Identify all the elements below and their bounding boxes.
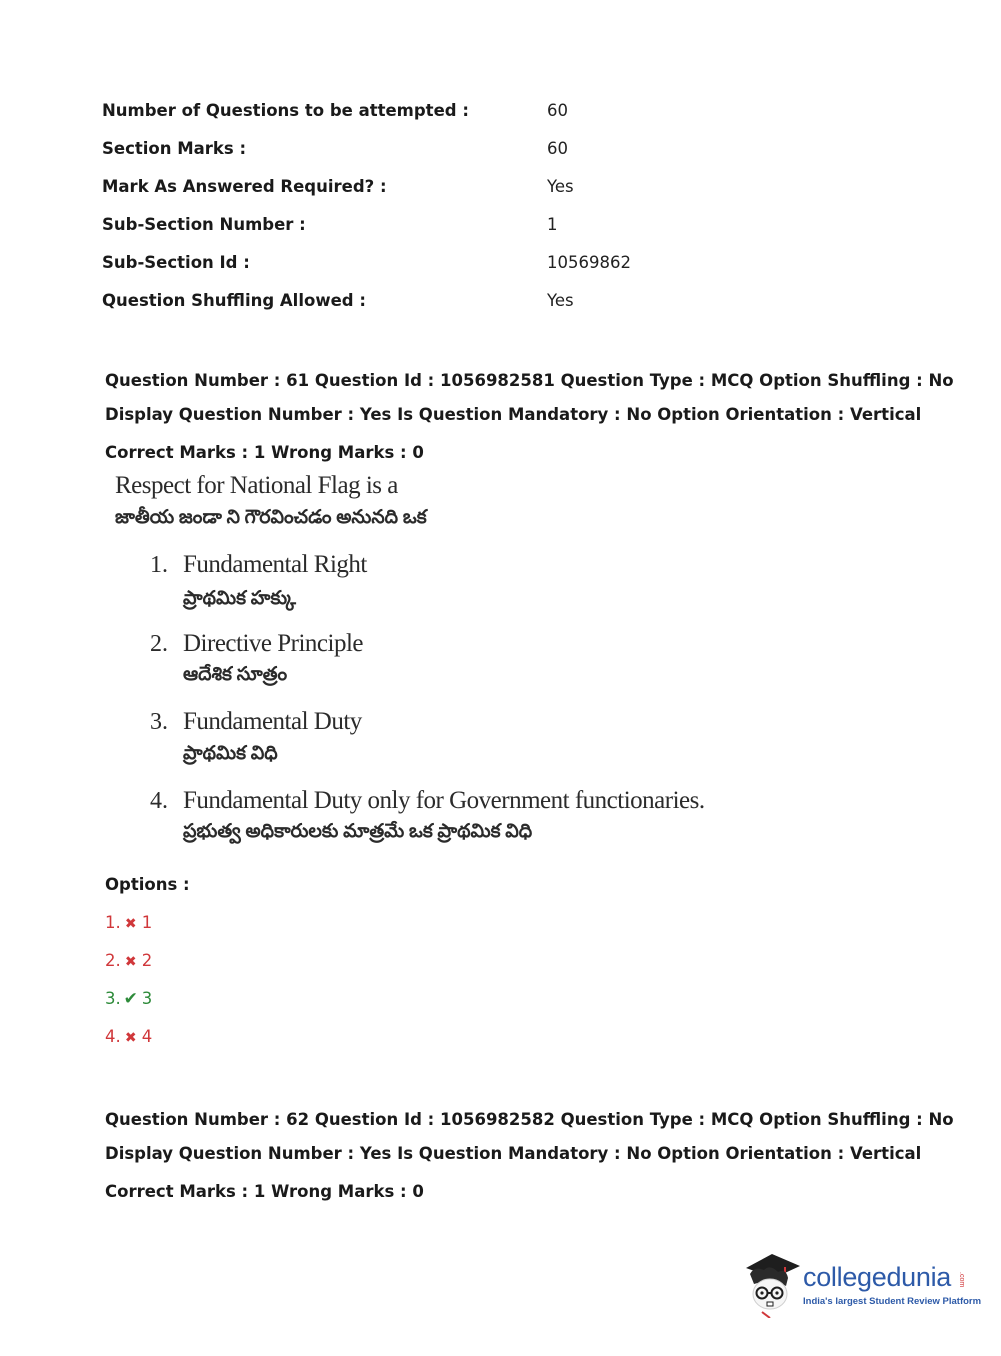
meta-label: Question Shuffling Allowed : [102, 291, 366, 310]
answer-option-correct [105, 989, 152, 1009]
answer-value: 1 [141, 913, 153, 932]
choice-number: 2. [150, 631, 168, 657]
answer-number: 4. [105, 1027, 121, 1046]
choice-english: Fundamental Duty [183, 708, 362, 735]
cross-icon: ✖ [124, 954, 137, 970]
question-header-line: Display Question Number : Yes Is Question Mandatory : No Option Orientation : Vertical [105, 405, 922, 424]
answer-number: 1. [105, 913, 121, 932]
meta-label: Sub-Section Number : [102, 215, 306, 234]
options-label: Options : [105, 875, 190, 894]
choice-number: 4. [150, 788, 168, 814]
mascot-icon [742, 1248, 802, 1318]
answer-value: 2 [141, 951, 153, 970]
meta-value: Yes [547, 291, 574, 310]
answer-number: 3. [105, 989, 121, 1008]
choice-english: Fundamental Duty only for Government functionaries. [183, 787, 705, 814]
choice-number: 3. [150, 709, 168, 735]
question-header-line: Question Number : 61 Question Id : 1056982581 Question Type : MCQ Option Shuffling : No [105, 371, 954, 390]
logo-suffix: .com [958, 1272, 965, 1288]
meta-label: Mark As Answered Required? : [102, 177, 387, 196]
answer-value: 4 [141, 1027, 153, 1046]
meta-value: 60 [547, 101, 568, 120]
question-header-line: Display Question Number : Yes Is Question Mandatory : No Option Orientation : Vertical [105, 1144, 922, 1163]
logo-tagline: India's largest Student Review Platform [803, 1296, 982, 1307]
answer-option [105, 913, 152, 932]
choice-telugu: ఆదేశిక సూత్రం [183, 664, 288, 685]
question-text-english: Respect for National Flag is a [115, 472, 398, 499]
cross-icon: ✖ [124, 916, 137, 932]
meta-value: Yes [547, 177, 574, 196]
question-marks-line: Correct Marks : 1 Wrong Marks : 0 [105, 1182, 424, 1201]
meta-value: 1 [547, 215, 558, 234]
question-marks-line: Correct Marks : 1 Wrong Marks : 0 [105, 443, 424, 462]
choice-telugu: ప్రాథమిక విధి [183, 743, 278, 764]
choice-telugu: ప్రభుత్వ అధికారులకు మాత్రమే ఒక ప్రాథమిక విధి [183, 821, 533, 842]
choice-english: Fundamental Right [183, 551, 367, 578]
meta-value: 10569862 [547, 253, 631, 272]
meta-value: 60 [547, 139, 568, 158]
answer-number: 2. [105, 951, 121, 970]
logo-wordmark: collegedunia [803, 1262, 952, 1292]
question-header-line: Question Number : 62 Question Id : 1056982582 Question Type : MCQ Option Shuffling : No [105, 1110, 954, 1129]
question-text-telugu: జాతీయ జండా ని గౌరవించడం అనునది ఒక [115, 507, 427, 528]
collegedunia-logo [742, 1248, 982, 1318]
meta-label: Number of Questions to be attempted : [102, 101, 469, 120]
check-icon: ✔ [123, 989, 138, 1009]
choice-telugu: ప్రాథమిక హక్కు [183, 588, 296, 609]
answer-option [105, 1027, 152, 1046]
meta-label: Section Marks : [102, 139, 247, 158]
meta-label: Sub-Section Id : [102, 253, 250, 272]
answer-value: 3 [141, 989, 153, 1008]
choice-number: 1. [150, 552, 168, 578]
choice-english: Directive Principle [183, 630, 364, 657]
cross-icon: ✖ [124, 1030, 137, 1046]
answer-option [105, 951, 152, 970]
